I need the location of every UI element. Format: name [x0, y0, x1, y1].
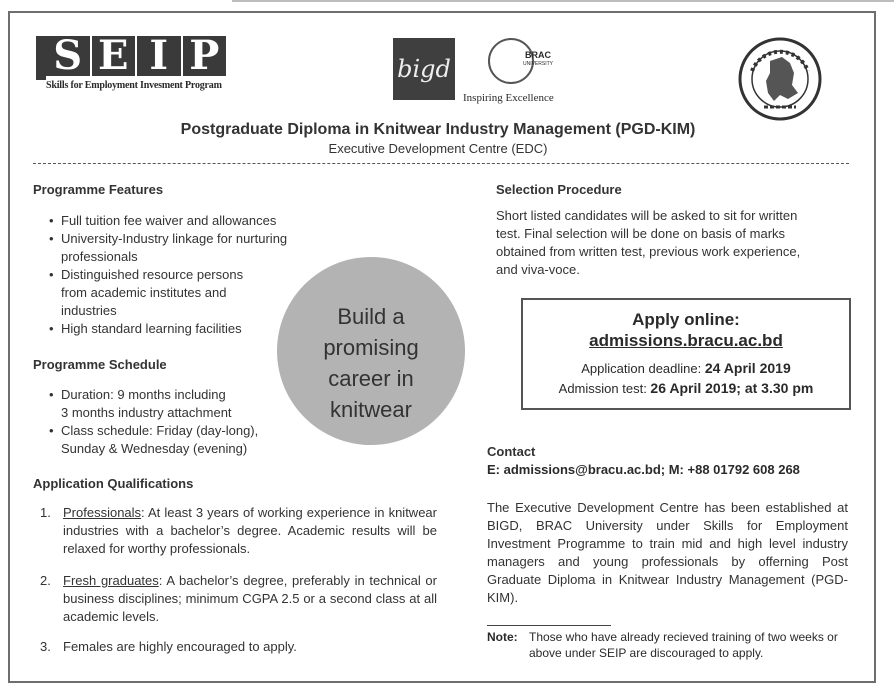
slogan-line: knitwear — [330, 397, 412, 422]
schedule-heading: Programme Schedule — [33, 357, 167, 372]
seip-subtitle: Skills for Employment Invesment Program — [46, 80, 222, 91]
selection-text — [496, 207, 856, 279]
apply-url-link[interactable]: admissions.bracu.ac.bd — [589, 331, 783, 350]
brac-name: BRAC — [525, 50, 551, 60]
page-subtitle: Executive Development Centre (EDC) — [328, 141, 548, 156]
test-line — [523, 380, 849, 396]
slogan-circle — [277, 257, 465, 445]
list-item-text: University-Industry linkage for nurturing — [61, 231, 288, 246]
qualification-label: Professionals — [63, 505, 142, 520]
qualification-item — [40, 572, 437, 626]
list-item-text: Distinguished resource persons — [61, 267, 244, 282]
list-item-text: Sunday & Wednesday (evening) — [61, 441, 248, 456]
brac-university-logo — [463, 38, 573, 106]
text-line: Short listed candidates will be asked to sit for written — [496, 208, 798, 223]
qualification-item — [40, 504, 437, 558]
seip-letter: I — [137, 36, 181, 76]
qualifications-heading: Application Qualifications — [33, 476, 194, 491]
list-item-text: industries — [61, 303, 117, 318]
list-item — [47, 386, 307, 422]
about-paragraph: The Executive Development Centre has been established at BIGD, BRAC University under Skills for Employment Investment Programme to train mid and high level industry managers and young professionals by offerning Post Graduate Diploma in Knitwear Industry Management (PGD-KIM). — [487, 500, 848, 605]
brac-tagline: Inspiring Excellence — [463, 92, 554, 104]
list-item — [47, 212, 347, 230]
qualification-item — [40, 638, 437, 656]
note-label: Note: — [487, 630, 518, 644]
slogan-line: promising — [323, 335, 419, 360]
dashed-divider — [33, 163, 849, 164]
schedule-list — [47, 386, 307, 458]
slogan-line: career in — [328, 366, 414, 391]
apply-title: Apply online: — [632, 310, 740, 329]
list-item-text: Duration: 9 months including — [61, 387, 226, 402]
selection-heading: Selection Procedure — [496, 182, 622, 197]
item-number: 2. — [40, 573, 51, 588]
brac-circle-icon — [488, 38, 553, 84]
qualification-text: : At least 3 years of working experience in knitwear industries with a bachelor’s degree. Academic results will be relaxed for worthy professionals. — [63, 505, 437, 556]
list-item-text: from academic institutes and — [61, 285, 227, 300]
list-item-text: professionals — [61, 249, 138, 264]
contact-heading: Contact — [487, 444, 536, 459]
deadline-line — [523, 360, 849, 376]
features-heading: Programme Features — [33, 182, 164, 197]
deadline-label: Application deadline: — [581, 361, 705, 376]
qualification-label: Fresh graduates — [63, 573, 159, 588]
test-label: Admission test: — [558, 381, 651, 396]
deadline-value: 24 April 2019 — [704, 360, 791, 376]
seip-letter: E — [92, 36, 136, 76]
note-divider — [487, 625, 611, 626]
top-rule — [232, 0, 894, 2]
slogan-text — [277, 301, 465, 425]
contact-line: E: admissions@bracu.ac.bd; M: +88 01792 608 268 — [487, 462, 800, 477]
text-line: and viva-voce. — [496, 262, 580, 277]
text-line: test. Final selection will be done on basis of marks — [496, 226, 786, 241]
note-text: Those who have already recieved training of two weeks or above under SEIP are discouraged to apply. — [529, 630, 838, 660]
seip-letter: P — [183, 36, 227, 76]
list-item-text: High standard learning facilities — [61, 321, 242, 336]
test-value: 26 April 2019; at 3.30 pm — [650, 380, 814, 396]
note — [487, 629, 859, 661]
item-number: 1. — [40, 505, 51, 520]
item-number: 3. — [40, 639, 51, 654]
brac-university-text: UNIVERSITY — [522, 61, 553, 67]
qualification-text: Females are highly encouraged to apply. — [63, 639, 297, 654]
seip-letters — [36, 32, 228, 80]
qualification-text: : A bachelor’s degree, preferably in technical or business disciplines; minimum CGPA 2.5 or a second class at all academic levels. — [63, 573, 437, 624]
apply-box — [521, 298, 851, 410]
list-item — [47, 422, 307, 458]
seip-logo — [36, 32, 228, 96]
seip-letter: S — [46, 36, 90, 76]
slogan-line: Build a — [337, 304, 405, 329]
page-title: Postgraduate Diploma in Knitwear Industry Management (PGD-KIM) — [180, 121, 696, 138]
bigd-logo: bigd — [393, 38, 455, 100]
list-item — [47, 230, 347, 266]
list-item-text: Full tuition fee waiver and allowances — [61, 213, 277, 228]
text-line: obtained from written test, previous work experience, — [496, 244, 801, 259]
list-item-text: Class schedule: Friday (day-long), — [61, 423, 259, 438]
list-item-text: 3 months industry attachment — [61, 405, 232, 420]
bangladesh-government-seal-icon — [738, 37, 822, 121]
